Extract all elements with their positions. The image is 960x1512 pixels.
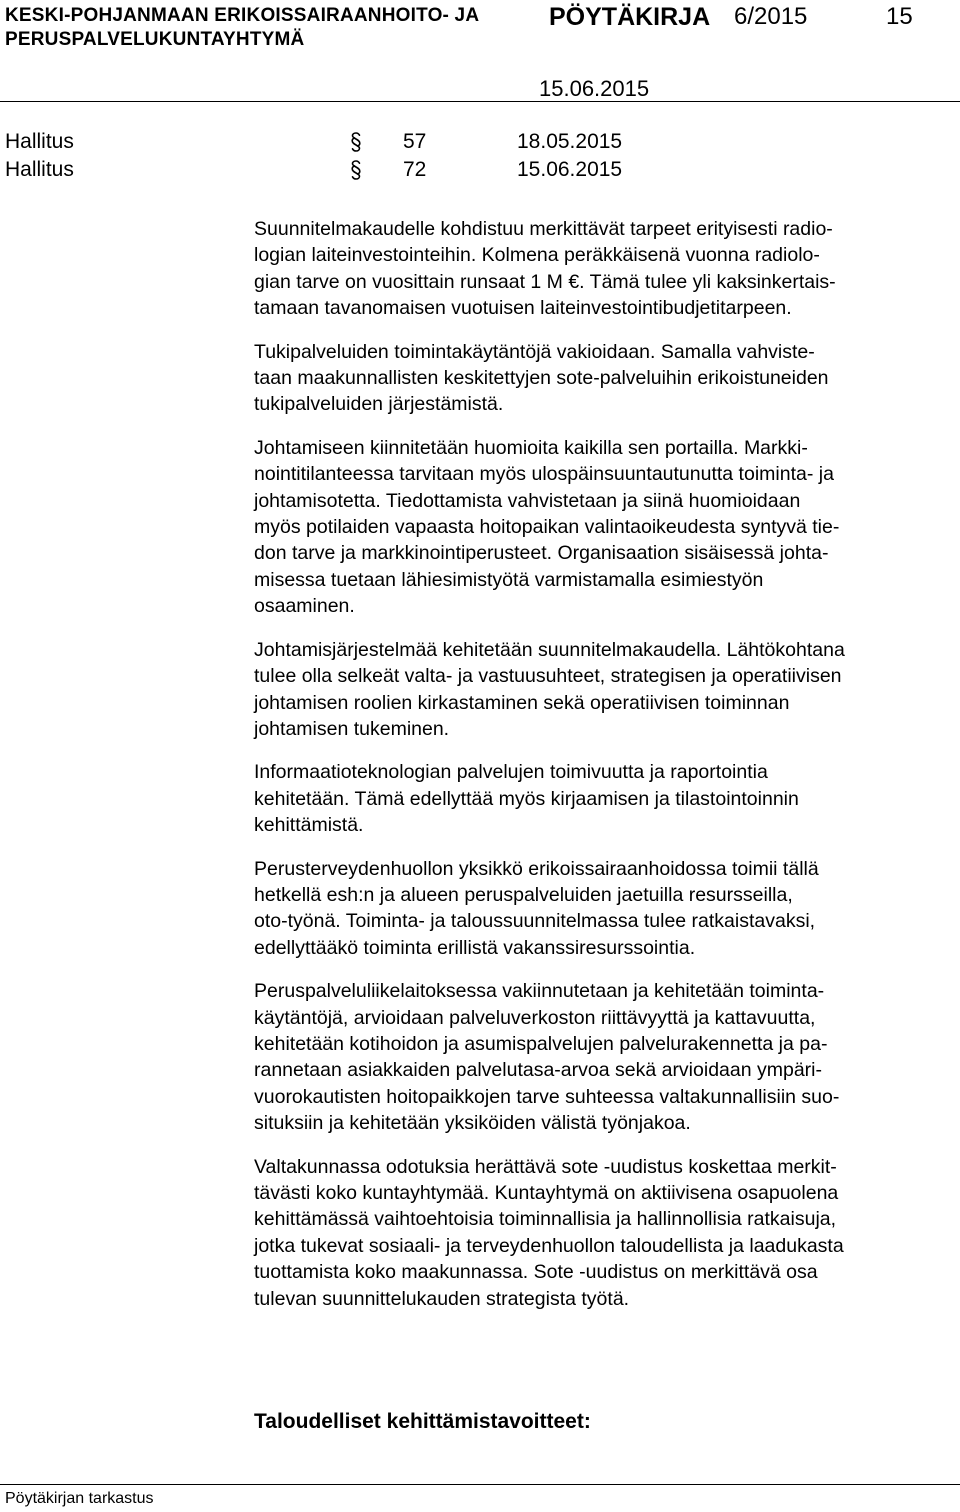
- body-paragraph: [254, 637, 954, 743]
- history-date: 15.06.2015: [517, 158, 623, 181]
- body-paragraph: [254, 1154, 954, 1312]
- paragraph-line: don tarve ja markkinointiperusteet. Organisaation sisäisessä johta-: [254, 542, 829, 565]
- body-paragraph: [254, 339, 954, 418]
- paragraph-line: johtamisen tukeminen.: [254, 717, 450, 740]
- paragraph-line: edellyttääkö toiminta erillistä vakanssiresurssointia.: [254, 936, 696, 959]
- paragraph-line: nointitilanteessa tarvitaan myös ulospäinsuuntautunutta toiminta- ja: [254, 463, 834, 486]
- body-paragraph: [254, 978, 954, 1136]
- body-paragraph: [254, 435, 954, 620]
- page-number: 15: [886, 3, 913, 30]
- paragraph-line: myös potilaiden vapaasta hoitopaikan valintaoikeudesta syntyvä tie-: [254, 516, 840, 539]
- body-paragraph: [254, 856, 954, 962]
- section-sign-icon: [349, 132, 363, 152]
- paragraph-line: Valtakunnassa odotuksia herättävä sote -uudistus koskettaa merkit-: [254, 1155, 837, 1178]
- history-section-number: 72: [403, 158, 427, 181]
- paragraph-line: tävästi koko kuntayhtymää. Kuntayhtymä on aktiivisena osapuolena: [254, 1182, 839, 1204]
- document-header: [0, 0, 960, 104]
- paragraph-line: käytäntöjä, arvioidaan palveluverkoston riittävyyttä ja kattavuutta,: [254, 1006, 816, 1029]
- paragraph-line: tamaan tavanomaisen vuotuisen laiteinvestointibudjetitarpeen.: [254, 297, 792, 320]
- body-paragraph: [254, 216, 954, 322]
- decision-history: [5, 128, 705, 184]
- document-type: PÖYTÄKIRJA: [549, 3, 711, 31]
- organization-name-line-2: PERUSPALVELUKUNTAYHTYMÄ: [5, 29, 305, 50]
- paragraph-line: kehitetään. Tämä edellyttää myös kirjaamisen ja tilastointoinnin: [254, 787, 799, 810]
- paragraph-line: Johtamiseen kiinnitetään huomioita kaikilla sen portailla. Markki-: [254, 436, 808, 459]
- paragraph-line: johtamisen roolien kirkastaminen sekä operatiivisen toiminnan: [254, 691, 790, 714]
- paragraph-line: vuorokautisten hoitopaikkojen tarve suhteessa valtakunnallisiin suo-: [254, 1085, 840, 1108]
- paragraph-line: Suunnitelmakaudelle kohdistuu merkittävät tarpeet erityisesti radio-: [254, 218, 833, 240]
- organization-name-line-1: KESKI-POHJANMAAN ERIKOISSAIRAANHOITO- JA: [5, 5, 480, 26]
- paragraph-line: jotka tukevat sosiaali- ja terveydenhuollon taloudellista ja laadukasta: [254, 1234, 844, 1257]
- organization-name: [5, 4, 479, 52]
- paragraph-line: tukipalveluiden järjestämistä.: [254, 393, 504, 416]
- meeting-date: 15.06.2015: [539, 76, 650, 101]
- history-row: [5, 156, 705, 184]
- body-paragraph: [254, 759, 954, 838]
- section-sign-icon: [349, 160, 363, 180]
- paragraph-line: oto-työnä. Toiminta- ja taloussuunnitelmassa tulee ratkaistavaksi,: [254, 910, 816, 933]
- document-number: 6/2015: [734, 3, 808, 30]
- history-body: Hallitus: [5, 130, 74, 153]
- paragraph-line: osaaminen.: [254, 595, 355, 618]
- paragraph-line: hetkellä esh:n ja alueen peruspalveluiden jaetuilla resursseilla,: [254, 883, 793, 906]
- paragraph-line: kehittämässä vaihtoehtoisia toiminnallisia ja hallinnollisia ratkaisuja,: [254, 1208, 837, 1231]
- paragraph-line: tulevan suunnittelukauden strategista työtä.: [254, 1287, 630, 1310]
- paragraph-line: taan maakunnallisten keskitettyjen sote-palveluihin erikoistuneiden: [254, 367, 829, 390]
- paragraph-line: kehitetään kotihoidon ja asumispalvelujen palvelurakennetta ja pa-: [254, 1032, 828, 1055]
- paragraph-line: Tukipalveluiden toimintakäytäntöjä vakioidaan. Samalla vahviste-: [254, 340, 815, 363]
- footer-divider: [0, 1484, 960, 1485]
- paragraph-line: kehittämistä.: [254, 814, 364, 837]
- section-heading: Taloudelliset kehittämistavoitteet:: [254, 1410, 591, 1433]
- paragraph-line: gian tarve on vuosittain runsaat 1 M €. Tämä tulee yli kaksinkertais-: [254, 270, 836, 293]
- paragraph-line: misessa tuetaan lähiesimistyötä varmistamalla esimiestyön: [254, 568, 764, 591]
- paragraph-line: Peruspalveluliikelaitoksessa vakiinnutetaan ja kehitetään toiminta-: [254, 980, 825, 1003]
- history-date: 18.05.2015: [517, 130, 623, 153]
- paragraph-line: rannetaan asiakkaiden palvelutasa-arvoa sekä arvioidaan ympäri-: [254, 1059, 822, 1082]
- history-row: [5, 128, 705, 156]
- paragraph-line: Informaatioteknologian palvelujen toimivuutta ja raportointia: [254, 761, 768, 784]
- paragraph-line: tulee olla selkeät valta- ja vastuusuhteet, strategisen ja operatiivisen: [254, 665, 842, 688]
- paragraph-line: Perusterveydenhuollon yksikkö erikoissairaanhoidossa toimii tällä: [254, 857, 819, 880]
- header-divider: [0, 101, 960, 102]
- footer-label: Pöytäkirjan tarkastus: [5, 1490, 154, 1507]
- document-body: [254, 216, 954, 1329]
- paragraph-line: logian laiteinvestointeihin. Kolmena peräkkäisenä vuonna radiolo-: [254, 244, 820, 267]
- paragraph-line: Johtamisjärjestelmää kehitetään suunnitelmakaudella. Lähtökohtana: [254, 638, 845, 661]
- paragraph-line: tuottamista koko maakunnassa. Sote -uudistus on merkittävä osa: [254, 1261, 818, 1284]
- paragraph-line: situksiin ja kehitetään yksiköiden välistä työnjakoa.: [254, 1112, 691, 1135]
- paragraph-line: johtamisotetta. Tiedottamista vahvistetaan ja siinä huomioidaan: [254, 489, 801, 512]
- history-body: Hallitus: [5, 158, 74, 181]
- history-section-number: 57: [403, 130, 427, 153]
